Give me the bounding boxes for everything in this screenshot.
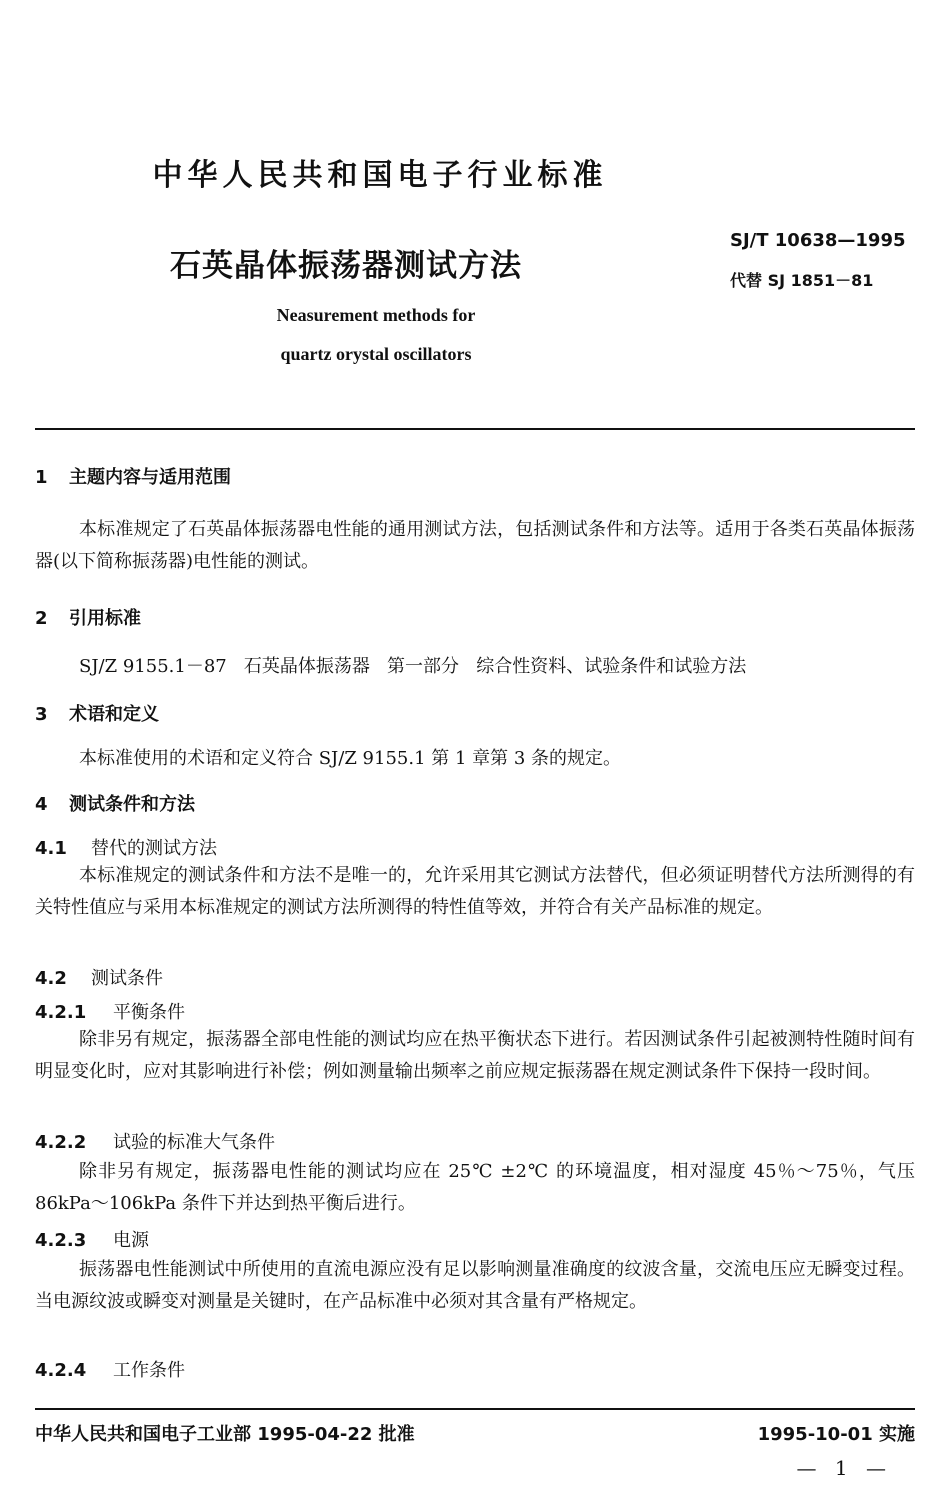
section-number: 3 (35, 704, 48, 725)
english-title-line1: Neasurement methods for (276, 305, 476, 325)
english-title-line2: quartz orystal oscillators (280, 344, 472, 364)
subsection-title: 电源 (113, 1230, 149, 1251)
section-number: 4 (35, 794, 48, 815)
subsection-4-2-1-heading (35, 998, 185, 1024)
replaces-code: 代替 SJ 1851－81 (730, 271, 874, 290)
header-divider (35, 428, 915, 430)
section-2-heading (35, 604, 141, 630)
subsection-title: 试验的标准大气条件 (113, 1132, 275, 1153)
subsection-number: 4.1 (35, 838, 67, 859)
section-4-heading (35, 790, 195, 816)
approval-line: 中华人民共和国电子工业部 1995-04-22 批准 (35, 1424, 415, 1445)
subsection-number: 4.2.3 (35, 1230, 87, 1251)
section-title: 术语和定义 (69, 704, 159, 725)
standard-code: SJ/T 10638—1995 (730, 230, 906, 251)
page-number: — 1 — (796, 1456, 892, 1480)
standard-title: 中华人民共和国电子行业标准 (152, 158, 608, 193)
section-title: 测试条件和方法 (69, 794, 195, 815)
subsection-4-2-heading (35, 964, 163, 990)
subsection-number: 4.2.4 (35, 1360, 87, 1381)
document-title: 石英晶体振荡器测试方法 (170, 248, 522, 284)
subsection-number: 4.2.1 (35, 1002, 87, 1023)
section-number: 2 (35, 608, 48, 629)
subsection-4-1-text: 本标准规定的测试条件和方法不是唯一的，允许采用其它测试方法替代，但必须证明替代方法所测得的有关特性值应与采用本标准规定的测试方法所测得的特性值等效，并符合有关产品标准的规定。 (35, 865, 915, 918)
subsection-title: 替代的测试方法 (91, 838, 217, 859)
section-title: 主题内容与适用范围 (69, 467, 231, 488)
section-number: 1 (35, 467, 48, 488)
subsection-4-1-heading (35, 834, 217, 860)
subsection-4-2-2-heading (35, 1128, 275, 1154)
referenced-standard: SJ/Z 9155.1－87 石英晶体振荡器 第一部分 综合性资料、试验条件和试验方法 (79, 656, 747, 677)
subsection-4-2-3-heading (35, 1226, 149, 1252)
section-1-heading (35, 463, 231, 489)
section-1-text: 本标准规定了石英晶体振荡器电性能的通用测试方法，包括测试条件和方法等。适用于各类石英晶体振荡器(以下简称振荡器)电性能的测试。 (35, 519, 915, 572)
section-3-text: 本标准使用的术语和定义符合 SJ/Z 9155.1 第 1 章第 3 条的规定。 (79, 748, 622, 769)
subsection-title: 平衡条件 (113, 1002, 185, 1023)
subsection-number: 4.2.2 (35, 1132, 87, 1153)
subsection-number: 4.2 (35, 968, 67, 989)
section-title: 引用标准 (69, 608, 141, 629)
subsection-title: 测试条件 (91, 968, 163, 989)
section-3-heading (35, 700, 159, 726)
implementation-date: 1995-10-01 实施 (757, 1424, 915, 1445)
footer-divider (35, 1408, 915, 1410)
subsection-4-2-4-heading (35, 1356, 185, 1382)
subsection-4-2-1-text: 除非另有规定，振荡器全部电性能的测试均应在热平衡状态下进行。若因测试条件引起被测特性随时间有明显变化时，应对其影响进行补偿；例如测量输出频率之前应规定振荡器在规定测试条件下保持一段时间。 (35, 1029, 915, 1082)
subsection-4-2-3-text: 振荡器电性能测试中所使用的直流电源应没有足以影响测量准确度的纹波含量，交流电压应无瞬变过程。当电源纹波或瞬变对测量是关键时，在产品标准中必须对其含量有严格规定。 (35, 1259, 915, 1312)
subsection-title: 工作条件 (113, 1360, 185, 1381)
subsection-4-2-2-text: 除非另有规定，振荡器电性能的测试均应在 25℃ ±2℃ 的环境温度，相对湿度 45％～75％，气压 86kPa～106kPa 条件下并达到热平衡后进行。 (35, 1161, 915, 1214)
